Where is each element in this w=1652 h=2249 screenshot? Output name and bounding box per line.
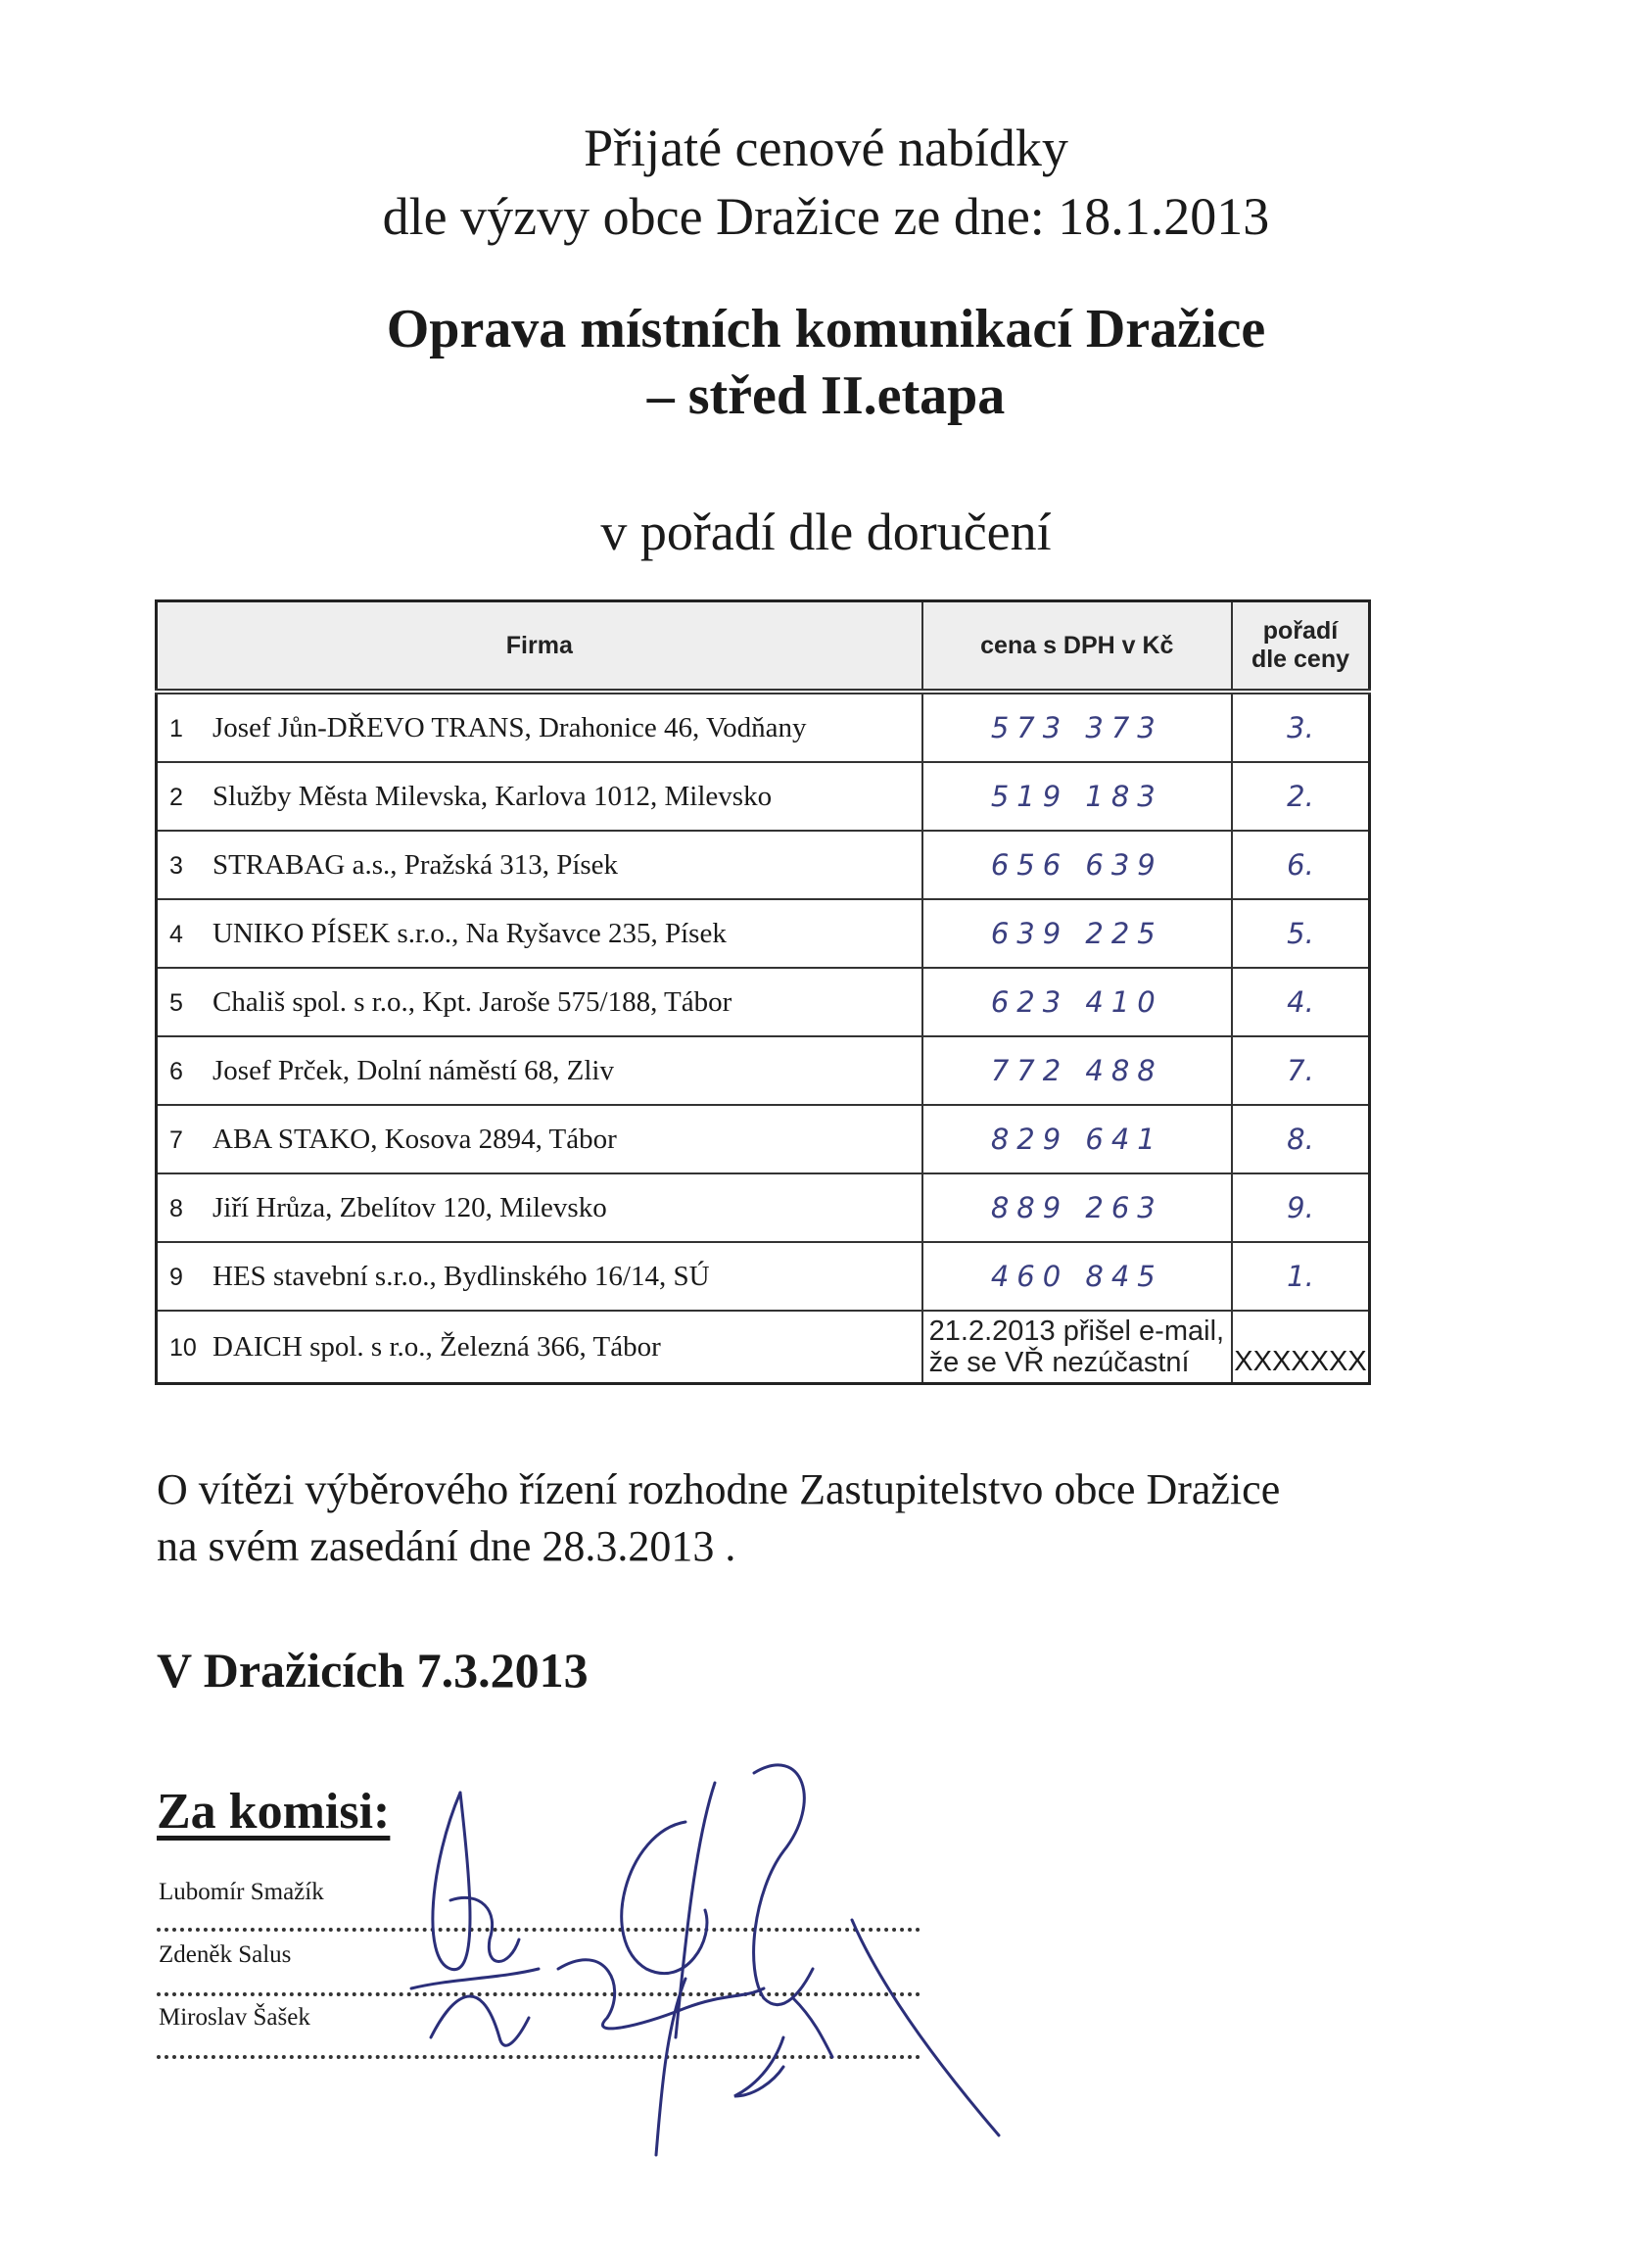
table-row <box>157 1242 1370 1311</box>
row-firma: UNIKO PÍSEK s.r.o., Na Ryšavce 235, Písek <box>212 917 727 949</box>
row-rank: 9. <box>1232 1173 1370 1242</box>
row-rank: 4. <box>1232 968 1370 1036</box>
row-number: 1 <box>169 714 183 742</box>
row-price: 829 641 <box>922 1105 1232 1173</box>
signature-stroke <box>411 1969 539 2045</box>
row-rank: 2. <box>1232 762 1370 831</box>
table-row <box>157 899 1370 968</box>
row-number: 7 <box>169 1125 183 1154</box>
row-rank: 6. <box>1232 831 1370 899</box>
row-rank: 5. <box>1232 899 1370 968</box>
header-rank <box>1232 601 1370 693</box>
row-rank: 3. <box>1232 692 1370 762</box>
row-price: 656 639 <box>922 831 1232 899</box>
row-number: 10 <box>169 1333 197 1362</box>
table-row <box>157 1105 1370 1173</box>
row-price: 460 845 <box>922 1242 1232 1311</box>
commission-label: Za komisi: <box>157 1784 391 1840</box>
table-row <box>157 968 1370 1036</box>
header-price: cena s DPH v Kč <box>922 601 1232 693</box>
table-row <box>157 1173 1370 1242</box>
row-rank: 7. <box>1232 1036 1370 1105</box>
signature-stroke <box>656 1979 685 2155</box>
row-price: 519 183 <box>922 762 1232 831</box>
signature-stroke <box>433 1793 519 1970</box>
signature-stroke <box>558 1960 764 2029</box>
row-firma: Jiří Hrůza, Zbelítov 120, Milevsko <box>212 1191 607 1223</box>
row-note-line-2: že se VŘ nezúčastní <box>928 1347 1190 1378</box>
paragraph-line-2: na svém zasedání dne 28.3.2013 . <box>157 1522 736 1570</box>
row-price: 772 488 <box>922 1036 1232 1105</box>
row-number: 3 <box>169 851 183 880</box>
header-line-2: dle výzvy obce Dražice ze dne: 18.1.2013 <box>382 187 1270 246</box>
row-rank: 1. <box>1232 1242 1370 1311</box>
table-row <box>157 692 1370 762</box>
order-note: v pořadí dle doručení <box>600 502 1052 561</box>
table-row <box>157 762 1370 831</box>
row-firma: DAICH spol. s r.o., Železná 366, Tábor <box>212 1330 661 1363</box>
row-price: 573 373 <box>922 692 1232 762</box>
signature-stroke <box>622 1783 715 2037</box>
row-number: 5 <box>169 988 183 1017</box>
row-firma: HES stavební s.r.o., Bydlinského 16/14, SÚ <box>212 1260 710 1292</box>
row-number: 9 <box>169 1263 183 1291</box>
decision-paragraph <box>157 1461 1528 1575</box>
row-number: 6 <box>169 1057 183 1085</box>
paragraph-line-1: O vítězi výběrového řízení rozhodne Zastupitelstvo obce Dražice <box>157 1465 1281 1513</box>
subject-line-2: – střed II.etapa <box>646 365 1006 426</box>
row-firma: Josef Prček, Dolní náměstí 68, Zliv <box>212 1054 614 1086</box>
row-number: 2 <box>169 783 183 811</box>
row-number: 4 <box>169 920 183 948</box>
row-firma: ABA STAKO, Kosova 2894, Tábor <box>212 1123 617 1155</box>
header-firma: Firma <box>157 601 922 693</box>
row-price: 623 410 <box>922 968 1232 1036</box>
row-number: 8 <box>169 1194 183 1222</box>
table-row <box>157 1311 1370 1384</box>
row-firma: Josef Jůn-DŘEVO TRANS, Drahonice 46, Vodňany <box>212 711 807 743</box>
row-price: 639 225 <box>922 899 1232 968</box>
row-firma: Služby Města Milevska, Karlova 1012, Milevsko <box>212 780 773 812</box>
table-header-row <box>157 601 1370 693</box>
row-price: 889 263 <box>922 1173 1232 1242</box>
row-firma: STRABAG a.s., Pražská 313, Písek <box>212 848 619 881</box>
table-row <box>157 831 1370 899</box>
subject-line-1: Oprava místních komunikací Dražice <box>386 299 1266 359</box>
row-firma: Chališ spol. s r.o., Kpt. Jaroše 575/188, Tábor <box>212 985 732 1018</box>
row-note-line-1: 21.2.2013 přišel e-mail, <box>928 1316 1225 1347</box>
signature-stroke <box>793 1920 999 2135</box>
member-name: Lubomír Smažík <box>159 1879 324 1905</box>
member-name: Zdeněk Salus <box>159 1941 292 1968</box>
header-line-1: Přijaté cenové nabídky <box>584 119 1068 177</box>
header-rank-line-2: dle ceny <box>1251 646 1350 673</box>
header-rank-line-1: pořadí <box>1262 617 1339 645</box>
place-date: V Dražicích 7.3.2013 <box>157 1643 589 1698</box>
member-name: Miroslav Šašek <box>159 2004 310 2031</box>
offers-table <box>155 599 1371 1385</box>
row-rank: XXXXXXX <box>1232 1311 1370 1384</box>
row-rank: 8. <box>1232 1105 1370 1173</box>
signature-stroke <box>754 1765 813 2005</box>
table-row <box>157 1036 1370 1105</box>
handwritten-signatures <box>392 1744 1097 2165</box>
signature-stroke <box>734 2037 783 2096</box>
